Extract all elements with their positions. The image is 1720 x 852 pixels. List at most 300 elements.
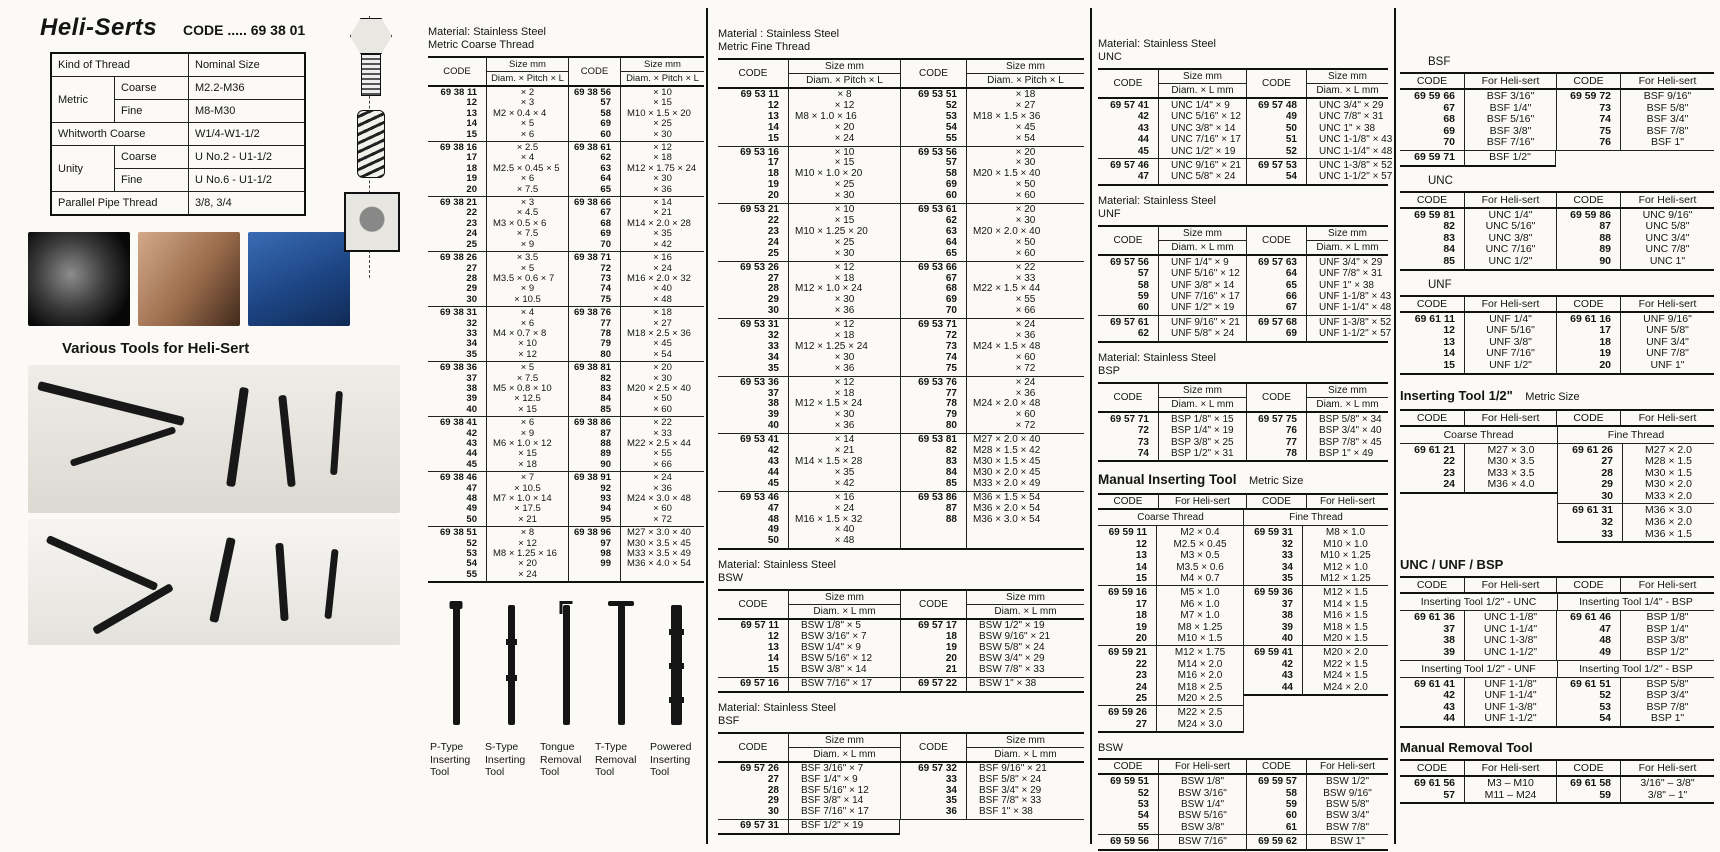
code-cell: [428, 87, 486, 142]
table-line: 14: [466, 118, 477, 130]
table-line: M10 × 1.0 × 20: [795, 168, 863, 180]
table-line: × 18: [1015, 89, 1036, 100]
band-row: [1400, 594, 1714, 611]
code-cell: [1556, 611, 1620, 660]
table-line: 33: [466, 327, 477, 339]
size-cell: [486, 362, 568, 417]
code-cell: [900, 89, 966, 147]
table-line: × 12.5: [514, 393, 541, 405]
table-line: UNC 7/16" × 17: [1171, 134, 1241, 146]
table-line: BSW 3/8" × 14: [801, 663, 867, 675]
table-line: 64: [945, 236, 957, 248]
size-cell: [1622, 444, 1714, 504]
table-line: 88: [1599, 231, 1611, 244]
table-line: M30 × 3.5: [1487, 455, 1535, 468]
thread-unity-fine-size: U No.6 - U1-1/2: [188, 168, 304, 191]
code-cell: [568, 472, 620, 527]
table-line: 70: [945, 305, 957, 317]
code-cell: [1556, 209, 1620, 269]
code-header: CODE: [900, 60, 966, 87]
size-cell: [1620, 209, 1714, 269]
table-line: 44: [1281, 681, 1293, 693]
code-cell: [1246, 775, 1306, 835]
table-line: × 27: [1015, 99, 1036, 111]
table-line: × 20: [834, 121, 855, 133]
table-line: BSF 9/16" × 21: [979, 762, 1047, 774]
size-header-top: Size mm: [1159, 227, 1246, 241]
size-header-top: Size mm: [967, 60, 1084, 74]
table-row: [1400, 678, 1714, 726]
table-header: [1098, 495, 1388, 510]
table-line: BSP 3/8" × 25: [1171, 436, 1234, 448]
table-line: M18 × 1.5 × 36: [973, 110, 1041, 122]
table-line: 69: [600, 228, 611, 240]
size-header-sub: Diam. × Pitch × L: [626, 73, 699, 84]
table-line: 52: [1137, 787, 1149, 799]
size-cell: [620, 307, 704, 362]
table-line: UNF 1-1/2" × 57: [1319, 328, 1392, 340]
table-line: 58: [1137, 279, 1149, 291]
table-line: M30 × 2.0 × 45: [973, 466, 1041, 478]
table-line: 39: [466, 393, 477, 405]
size-cell: [788, 319, 900, 377]
table-line: 37: [767, 387, 779, 399]
table-line: UNF 1/4" × 9: [1171, 256, 1229, 268]
band-label: Inserting Tool 1/2" - UNC: [1420, 596, 1537, 609]
code-cell: [1098, 706, 1156, 731]
table-line: × 8: [520, 527, 535, 539]
table-line: × 54: [1015, 132, 1036, 144]
bsw-inserting-table-host: [1098, 758, 1388, 850]
table-line: UNC 1-1/8": [1483, 611, 1538, 624]
code-cell: [1400, 90, 1464, 151]
table-row: [718, 678, 1084, 691]
table-line: × 33: [1015, 272, 1036, 284]
table-line: × 6: [520, 173, 535, 185]
table-line: 19: [767, 179, 779, 191]
table-line: 27: [767, 272, 779, 284]
table-line: × 4: [520, 307, 535, 319]
thread-unity-coarse-label: Coarse: [114, 145, 188, 168]
table-line: 20: [466, 183, 477, 195]
code-cell: [900, 620, 966, 678]
table-line: UNC 9/16": [1642, 208, 1693, 221]
code-cell: [1400, 444, 1464, 492]
size-header-top: Size mm: [487, 58, 568, 72]
table-line: 88: [600, 438, 611, 449]
table-group: [1558, 444, 1714, 505]
tool-photo-shape: [226, 387, 249, 487]
table-line: BSF 5/16": [1486, 113, 1535, 126]
code-cell: [1098, 646, 1156, 705]
table-row: [428, 87, 704, 142]
material-line: Material: Stainless Steel: [1098, 351, 1216, 364]
table-line: 69 38 66: [574, 197, 611, 209]
table-line: 23: [767, 225, 779, 237]
table-line: 13: [466, 107, 477, 119]
table-line: BSW 5/8" × 24: [979, 642, 1045, 654]
size-cell: [788, 492, 900, 549]
table-line: 30: [767, 806, 779, 818]
table-line: × 40: [834, 524, 855, 536]
table-line: UNF 1-3/8" × 52: [1319, 316, 1392, 328]
size-cell: [1156, 646, 1243, 705]
table-line: BSF 3/16": [1486, 90, 1535, 102]
table-line: × 22: [653, 417, 672, 429]
table-line: UNC 3/4" × 29: [1319, 100, 1384, 111]
empty-cell: [1620, 151, 1714, 167]
table-line: 69 53 71: [918, 319, 957, 331]
table-line: UNC 5/8": [1645, 220, 1690, 233]
table-line: UNC 7/8" × 31: [1319, 111, 1384, 123]
table-line: 82: [600, 372, 611, 384]
table-line: BSW 3/16": [1178, 787, 1227, 799]
table-line: 85: [1443, 254, 1455, 267]
table-line: UNF 1/4": [1489, 312, 1532, 325]
table-line: 69 53 51: [918, 89, 957, 100]
code-header: CODE: [1113, 78, 1143, 89]
code-header: CODE: [1556, 411, 1620, 425]
size-cell: [1156, 526, 1243, 585]
thread-whitworth-size: W1/4-W1-1/2: [188, 122, 304, 145]
table-line: UNC 3/8": [1488, 231, 1533, 244]
metric-size-qualifier: Metric Size: [1248, 475, 1304, 488]
table-line: × 30: [653, 173, 672, 185]
table-row: [428, 472, 704, 527]
code-cell: [900, 763, 966, 821]
photo-tools-row-1: [28, 365, 400, 513]
table-line: 69 61 26: [1572, 443, 1613, 456]
table-line: 35: [767, 362, 779, 374]
table-line: × 15: [834, 157, 855, 169]
thread-kind-table: [50, 52, 306, 216]
table-line: 37: [466, 372, 477, 384]
code-header: CODE: [1113, 761, 1143, 773]
size-cell: [1464, 151, 1556, 167]
main-code-label: CODE ..... 69 38 01: [183, 22, 306, 38]
table-line: × 42: [653, 238, 672, 250]
table-line: × 5: [520, 118, 535, 130]
size-cell: [966, 262, 1084, 320]
table-line: M22 × 2.5: [1177, 707, 1223, 719]
table-line: UNF 7/16": [1486, 347, 1535, 360]
table-line: M12 × 1.5: [1323, 587, 1368, 599]
table-line: × 6: [520, 317, 535, 329]
tool-photo-shape: [209, 537, 236, 623]
table-line: 69 57 32: [918, 762, 957, 774]
bsp-label: BSP: [1098, 364, 1121, 377]
table-line: 59: [1137, 291, 1149, 303]
table-line: 53: [1599, 700, 1611, 713]
tool-label: Powered Inserting Tool: [650, 741, 692, 779]
size-header: [966, 591, 1084, 618]
table-line: BSF 3/4" × 29: [979, 784, 1042, 796]
table-line: 15: [1443, 358, 1455, 371]
table-line: × 35: [834, 466, 855, 478]
unf-label: UNF: [1428, 278, 1452, 291]
size-cell: [966, 319, 1084, 377]
split-body: [1400, 444, 1714, 544]
table-line: 20: [1135, 632, 1147, 644]
table-line: 67: [600, 207, 611, 219]
table-line: × 55: [653, 448, 672, 460]
table-line: 73: [600, 272, 611, 284]
band-label: Coarse Thread: [1443, 428, 1514, 441]
tool-photo-shape: [275, 543, 288, 621]
table-line: UNC 3/4": [1645, 231, 1690, 244]
band-label: Inserting Tool 1/2" - BSP: [1557, 661, 1714, 677]
size-header: [1464, 74, 1556, 88]
table-line: 59: [1285, 799, 1297, 811]
table-line: 37: [1443, 622, 1455, 635]
table-header: [1400, 193, 1714, 209]
code-cell: [428, 362, 486, 417]
code-cell: [1244, 646, 1302, 694]
table-line: × 24: [834, 132, 855, 144]
panel-divider: [706, 8, 708, 844]
unf-table-host: [1098, 225, 1392, 343]
table-line: × 24: [518, 568, 537, 580]
table-line: BSW 1": [1330, 836, 1365, 848]
table-line: × 10: [653, 87, 672, 98]
code-cell: [428, 252, 486, 307]
table-line: 17: [1599, 324, 1611, 337]
code-cell: [1400, 151, 1464, 167]
table-line: × 55: [1015, 294, 1036, 306]
size-header: [1158, 227, 1246, 254]
size-header-top: Size mm: [1307, 227, 1388, 241]
manual-removal-tool-table-host: [1400, 759, 1714, 804]
table-line: 70: [600, 238, 611, 250]
table-line: M18 × 1.5: [1323, 621, 1368, 633]
table-line: × 12: [653, 142, 672, 154]
table-line: BSP 1/4" × 19: [1171, 425, 1234, 437]
code-cell: [1400, 611, 1464, 660]
table-line: 23: [1443, 466, 1455, 479]
table-group: [1098, 646, 1243, 706]
table-line: M22 × 1.5: [1323, 658, 1368, 670]
table-line: M8 × 1.0 × 16: [795, 110, 857, 122]
table-line: M28 × 1.5: [1645, 455, 1692, 468]
table-line: M14 × 2.0: [1177, 658, 1223, 670]
size-cell: [1620, 678, 1714, 726]
table-line: 69 53 56: [918, 146, 957, 158]
table-line: UNF 5/16": [1486, 324, 1535, 337]
bsw-table-host: [718, 589, 1084, 692]
table-line: 90: [1599, 254, 1611, 267]
helisert-coil-icon: [357, 110, 385, 178]
p-type-tool-icon: [453, 605, 460, 733]
size-header: [1158, 384, 1246, 411]
code-header: CODE: [1556, 761, 1620, 775]
table-line: 34: [1281, 561, 1293, 573]
code-header: CODE: [1556, 297, 1620, 311]
table-line: 23: [466, 217, 477, 229]
table-line: UNF 1-1/8" × 43: [1319, 291, 1392, 303]
table-line: 60: [1137, 302, 1149, 314]
tool-fig-s-type: [485, 605, 537, 779]
table-line: 28: [1601, 466, 1613, 479]
thread-line: Metric Coarse Thread: [428, 39, 535, 51]
code-cell: [718, 620, 788, 678]
table-line: × 7.5: [516, 228, 539, 240]
table-line: M27 × 2.0: [1645, 443, 1692, 456]
table-row: [428, 362, 704, 417]
table-line: 69: [1285, 328, 1297, 340]
size-cell: [1620, 611, 1714, 660]
inserting-tool-half-inch-metric-table: [1400, 409, 1714, 544]
table-line: 69 57 41: [1110, 100, 1149, 111]
table-line: M10 × 1.25 × 20: [795, 225, 868, 237]
table-line: 49: [767, 524, 779, 536]
size-cell: [966, 620, 1084, 678]
size-header-sub: Diam. × Pitch × L: [491, 73, 564, 84]
table-line: 69 38 36: [440, 362, 477, 374]
code-cell: [1246, 835, 1306, 848]
size-header: [1620, 297, 1714, 311]
size-cell: [486, 252, 568, 307]
table-line: M36 × 2.0: [1645, 516, 1692, 529]
table-line: 24: [466, 228, 477, 240]
table-line: 57: [945, 157, 957, 169]
table-line: 44: [1443, 712, 1455, 725]
table-row: [428, 252, 704, 307]
table-line: M16 × 1.5: [1323, 610, 1368, 622]
size-header-top: For Heli-sert: [1174, 496, 1230, 508]
table-line: 78: [600, 327, 611, 339]
table-line: × 66: [1015, 305, 1036, 317]
table-line: × 30: [653, 372, 672, 384]
table-line: 69 38 31: [440, 307, 477, 319]
table-line: × 33: [653, 427, 672, 439]
band-label: Fine Thread: [1557, 427, 1714, 443]
table-line: BSP 1/4": [1646, 622, 1689, 635]
table-line: × 60: [1015, 409, 1036, 421]
table-line: M24 × 2.0 × 48: [973, 398, 1041, 410]
table-line: BSF 5/8" × 24: [979, 773, 1042, 785]
size-cell: [788, 262, 900, 320]
table-line: 66: [1285, 291, 1297, 303]
table-line: 69 61 36: [1414, 611, 1455, 624]
size-header-top: For Heli-sert: [1319, 761, 1375, 773]
table-line: 15: [767, 132, 779, 144]
table-line: 22: [1443, 455, 1455, 468]
table-line: 33: [1281, 550, 1293, 562]
table-line: × 24: [1015, 319, 1036, 331]
table-line: M36 × 2.0 × 54: [973, 502, 1041, 514]
table-line: 18: [945, 631, 957, 643]
table-line: M24 × 1.5: [1323, 670, 1368, 682]
size-header-top: Size mm: [621, 58, 704, 72]
table-line: × 24: [653, 262, 672, 274]
table-line: 69 61 58: [1570, 777, 1611, 789]
table-line: 18: [1135, 610, 1147, 622]
table-line: 69 61 41: [1414, 677, 1455, 690]
table-line: 74: [1137, 447, 1149, 459]
table-line: 69 57 61: [1110, 316, 1149, 328]
table-line: M20 × 2.0: [1323, 647, 1368, 659]
thread-metric-coarse-size: M2.2-M36: [188, 76, 304, 99]
table-line: 53: [466, 548, 477, 560]
code-header: CODE: [1113, 234, 1143, 246]
table-line: × 2.5: [516, 142, 539, 154]
tools-heading: Various Tools for Heli-Sert: [62, 340, 250, 357]
size-cell: [788, 620, 900, 678]
code-cell: [1558, 504, 1622, 541]
table-line: 28: [767, 784, 779, 796]
table-line: UNC 1/4": [1488, 208, 1533, 221]
table-line: 3/16" – 3/8": [1640, 777, 1695, 789]
table-line: × 30: [1015, 157, 1036, 169]
size-header-sub: Diam. × L mm: [1316, 398, 1379, 410]
table-line: 54: [945, 121, 957, 133]
table-line: 25: [466, 238, 477, 250]
table-line: × 2: [520, 87, 535, 98]
table-line: UNC 1-1/4": [1483, 622, 1538, 635]
tool-fig-tongue-removal: [540, 605, 592, 779]
table-line: 69 61 16: [1570, 312, 1611, 325]
size-cell: [620, 472, 704, 527]
table-line: UNF 7/16" × 17: [1171, 291, 1240, 303]
table-line: M33 × 3.5: [1487, 466, 1535, 479]
unc-label: UNC: [1098, 51, 1122, 63]
table-line: 47: [1599, 622, 1611, 635]
table-line: UNC 5/16": [1485, 220, 1536, 233]
table-line: M7 × 1.0: [1180, 610, 1220, 622]
table-line: 69 53 76: [918, 376, 957, 388]
table-line: 69 38 46: [440, 472, 477, 484]
code-cell: [1244, 526, 1302, 585]
table-line: BSW 1/4": [1180, 799, 1224, 811]
bsw-label: BSW: [718, 572, 744, 585]
table-line: 57: [600, 97, 611, 109]
code-cell: [1400, 209, 1464, 269]
inserting-tool-unc-table: [1400, 191, 1714, 271]
table-line: 32: [466, 317, 477, 329]
size-cell: [966, 89, 1084, 147]
table-line: × 12: [518, 348, 537, 360]
table-row: [718, 377, 1084, 435]
size-header-sub: Diam. × Pitch × L: [806, 75, 883, 86]
table-line: 60: [1285, 810, 1297, 822]
table-line: × 10.5: [514, 293, 541, 305]
table-line: BSF 7/16" × 17: [801, 806, 869, 818]
table-line: 38: [1443, 634, 1455, 647]
size-cell: [1620, 777, 1714, 802]
table-line: 69 57 17: [918, 620, 957, 632]
table-line: M27 × 2.0 × 40: [973, 434, 1041, 446]
code-cell: [568, 417, 620, 472]
table-line: 69 53 66: [918, 261, 957, 273]
table-line: 69 59 72: [1570, 90, 1611, 102]
size-header-sub: Diam. × L mm: [1171, 398, 1234, 410]
code-cell: [900, 204, 966, 262]
table-line: 69: [945, 294, 957, 306]
table-line: BSW 1/2": [1325, 776, 1369, 788]
table-line: BSF 1/2" × 19: [801, 820, 864, 832]
size-cell: [1464, 209, 1556, 269]
table-line: M24 × 3.0 × 48: [627, 493, 691, 505]
table-line: 48: [767, 513, 779, 525]
table-line: 12: [1443, 324, 1455, 337]
table-line: × 60: [653, 403, 672, 415]
size-header: [788, 734, 900, 761]
unc-unf-bsp-heading: UNC / UNF / BSP: [1400, 557, 1504, 573]
table-line: 60: [945, 190, 957, 202]
table-line: 14: [767, 652, 779, 664]
size-header-top: For Heli-sert: [1481, 579, 1540, 592]
table-header: [718, 591, 1084, 620]
